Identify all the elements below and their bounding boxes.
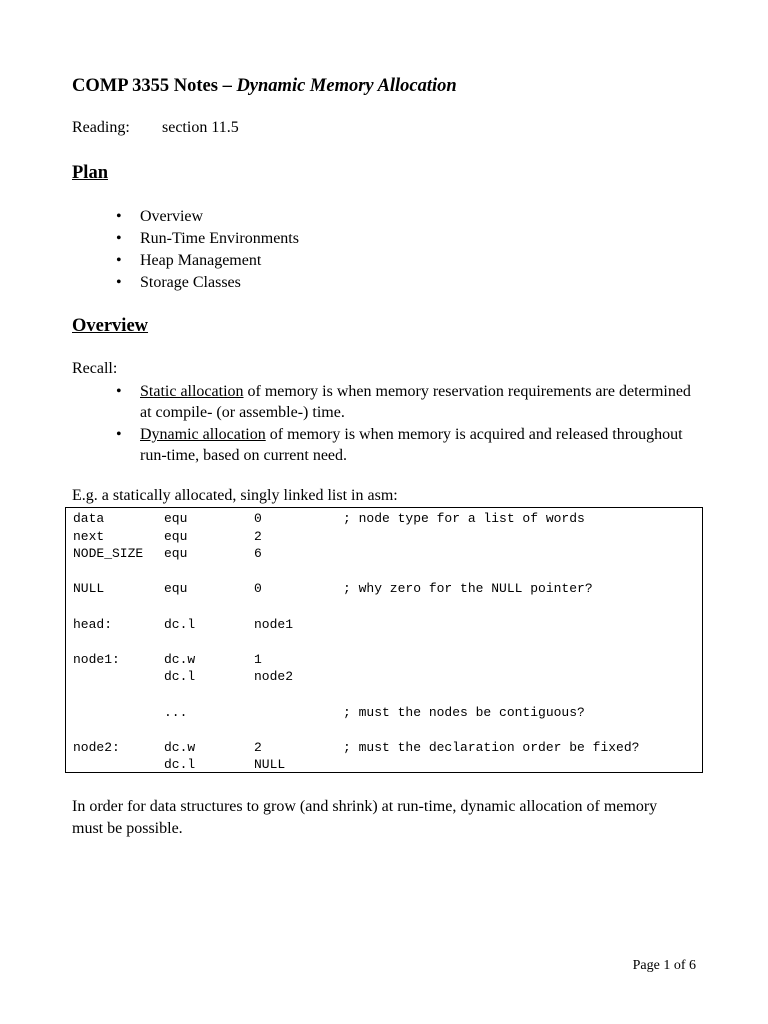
term-static-allocation: Static allocation <box>140 383 244 400</box>
code-directive: dc.l <box>164 757 196 773</box>
code-label: node1: <box>73 651 120 667</box>
topic-title: Dynamic Memory Allocation <box>236 76 457 96</box>
bullet-icon: • <box>116 252 122 269</box>
list-item: • Storage Classes <box>116 272 299 294</box>
code-directive: ... <box>164 704 188 720</box>
definition-text: of memory is when memory reservation requirements are determined at compile- (or assemble-) time. <box>140 383 691 421</box>
code-directive: equ <box>164 511 188 526</box>
code-directive: equ <box>164 528 188 544</box>
list-item: • Heap Management <box>116 250 299 272</box>
code-operand: 0 <box>254 581 262 597</box>
reading-label: Reading: <box>72 119 130 136</box>
code-comment: ; must the declaration order be fixed? <box>343 739 640 755</box>
bullet-icon: • <box>116 426 122 443</box>
bullet-icon: • <box>116 383 122 400</box>
reading-value: section 11.5 <box>162 119 239 136</box>
code-block <box>65 507 703 773</box>
code-operand: 0 <box>254 511 262 526</box>
code-label: NODE_SIZE <box>73 546 144 562</box>
code-comment: ; must the nodes be contiguous? <box>343 704 585 720</box>
title-separator: – <box>217 76 237 96</box>
bullet-icon: • <box>116 230 122 247</box>
code-operand: 1 <box>254 651 262 667</box>
code-label: NULL <box>73 581 105 597</box>
code-directive: dc.l <box>164 669 196 685</box>
code-comment: ; node type for a list of words <box>343 511 585 526</box>
page-title <box>72 76 457 97</box>
code-directive: dc.l <box>164 616 196 632</box>
course-name: COMP 3355 Notes <box>72 76 218 96</box>
definition-text: of memory is when memory is acquired and released throughout run-time, based on current need. <box>140 426 683 464</box>
term-dynamic-allocation: Dynamic allocation <box>140 426 266 443</box>
code-directive: equ <box>164 581 188 597</box>
list-item <box>116 424 706 466</box>
recall-label: Recall: <box>72 360 118 377</box>
bullet-icon: • <box>116 208 122 225</box>
reading-line <box>72 119 239 137</box>
page-number: Page 1 of 6 <box>632 958 696 973</box>
code-label: node2: <box>73 739 120 755</box>
list-item <box>116 381 706 423</box>
code-operand: 6 <box>254 546 262 562</box>
code-comment: ; why zero for the NULL pointer? <box>343 581 593 597</box>
list-item: • Run-Time Environments <box>116 228 299 250</box>
plan-heading: Plan <box>72 163 108 183</box>
plan-list <box>116 206 299 294</box>
list-item: • Overview <box>116 206 299 228</box>
code-operand: 2 <box>254 528 262 544</box>
code-label: head: <box>73 616 113 632</box>
example-intro: E.g. a statically allocated, singly linked list in asm: <box>72 487 398 504</box>
code-operand: 2 <box>254 739 262 755</box>
code-label: data <box>73 511 105 526</box>
bullet-icon: • <box>116 274 122 291</box>
code-directive: equ <box>164 546 188 562</box>
code-operand: node1 <box>254 616 294 632</box>
recall-list <box>116 381 706 467</box>
code-operand: node2 <box>254 669 294 685</box>
code-directive: dc.w <box>164 651 196 667</box>
code-operand: NULL <box>254 757 286 773</box>
overview-heading: Overview <box>72 316 149 336</box>
code-label: next <box>73 528 105 544</box>
closing-paragraph: In order for data structures to grow (and shrink) at run-time, dynamic allocation of memory must be possible. <box>72 798 658 837</box>
code-directive: dc.w <box>164 739 196 755</box>
